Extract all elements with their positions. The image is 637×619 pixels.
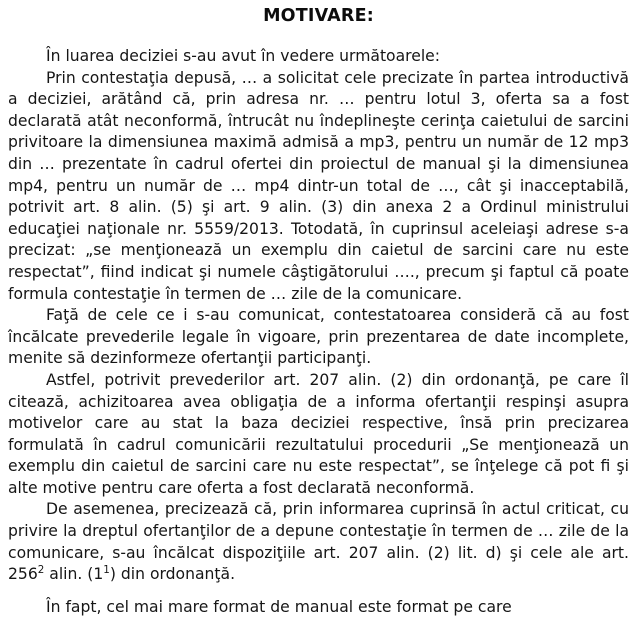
- paragraph-1: În luarea deciziei s-au avut în vedere următoarele:: [46, 47, 440, 65]
- paragraph-5-segment-1: De asemenea, precizează că, prin informarea cuprinsă în actul criticat, cu privire la dreptul ofertanţilor de a depune contestaţie în termen de … zile de la comunicare, s-au încălcat dispoziţiile art. 207 alin. (2) lit. d) şi cele ale art. 256: [8, 500, 629, 584]
- paragraph-3: Faţă de cele ce i s-au comunicat, contestatoarea consideră că au fost încălcate prevederile legale în vigoare, prin prezentarea de date incomplete, menite să dezinformeze ofertanţii participanţi.: [8, 306, 629, 368]
- superscript-alineat-1: 1: [103, 564, 110, 577]
- paragraph-5-segment-2: alin. (1: [44, 565, 104, 584]
- paragraph-5-segment-3: ) din ordonanţă.: [109, 565, 236, 584]
- superscript-article-256: 2: [37, 564, 45, 577]
- paragraph-5: [8, 499, 629, 585]
- paragraph-4: Astfel, potrivit prevederilor art. 207 alin. (2) din ordonanţă, pe care îl citează, achizitoarea avea obligaţia de a informa ofertanţii respinşi asupra motivelor care au stat la baza deciziei respective, însă prin precizarea formulată în cadrul comunicării rezultatului procedurii „Se menţionează un exemplu din caietul de sarcini care nu este respectat”, se înţelege că pot fi şi alte motive pentru care oferta a fost declarată neconformă.: [8, 370, 629, 497]
- clipped-next-line: În fapt, cel mai mare format de manual este format pe care: [46, 598, 512, 616]
- document-page: [0, 5, 637, 616]
- page-title: MOTIVARE:: [263, 6, 374, 26]
- paragraph-2: Prin contestaţia depusă, … a solicitat cele precizate în partea introductivă a deciziei, arătând că, prin adresa nr. … pentru lotul 3, oferta sa a fost declarată atât neconformă, întrucât nu îndeplineşte cerinţa caietului de sarcini privitoare la dimensiunea maximă admisă a mp3, pentru un număr de 12 mp3 din … prezentate în cadrul ofertei din proiectul de manual şi la dimensiunea mp4, pentru un număr de … mp4 dintr-un total de …, cât şi inacceptabilă, potrivit art. 8 alin. (5) şi art. 9 alin. (3) din anexa 2 a Ordinul ministrului educaţiei naţionale nr. 5559/2013. Totodată, în cuprinsul aceleiaşi adrese s-a precizat: „se menţionează un exemplu din caietul de sarcini care nu este respectat”, fiind indicat şi numele câştigătorului …., precum şi faptul că poate formula contestaţie în termen de … zile de la comunicare.: [8, 68, 629, 303]
- document-body: [8, 46, 629, 586]
